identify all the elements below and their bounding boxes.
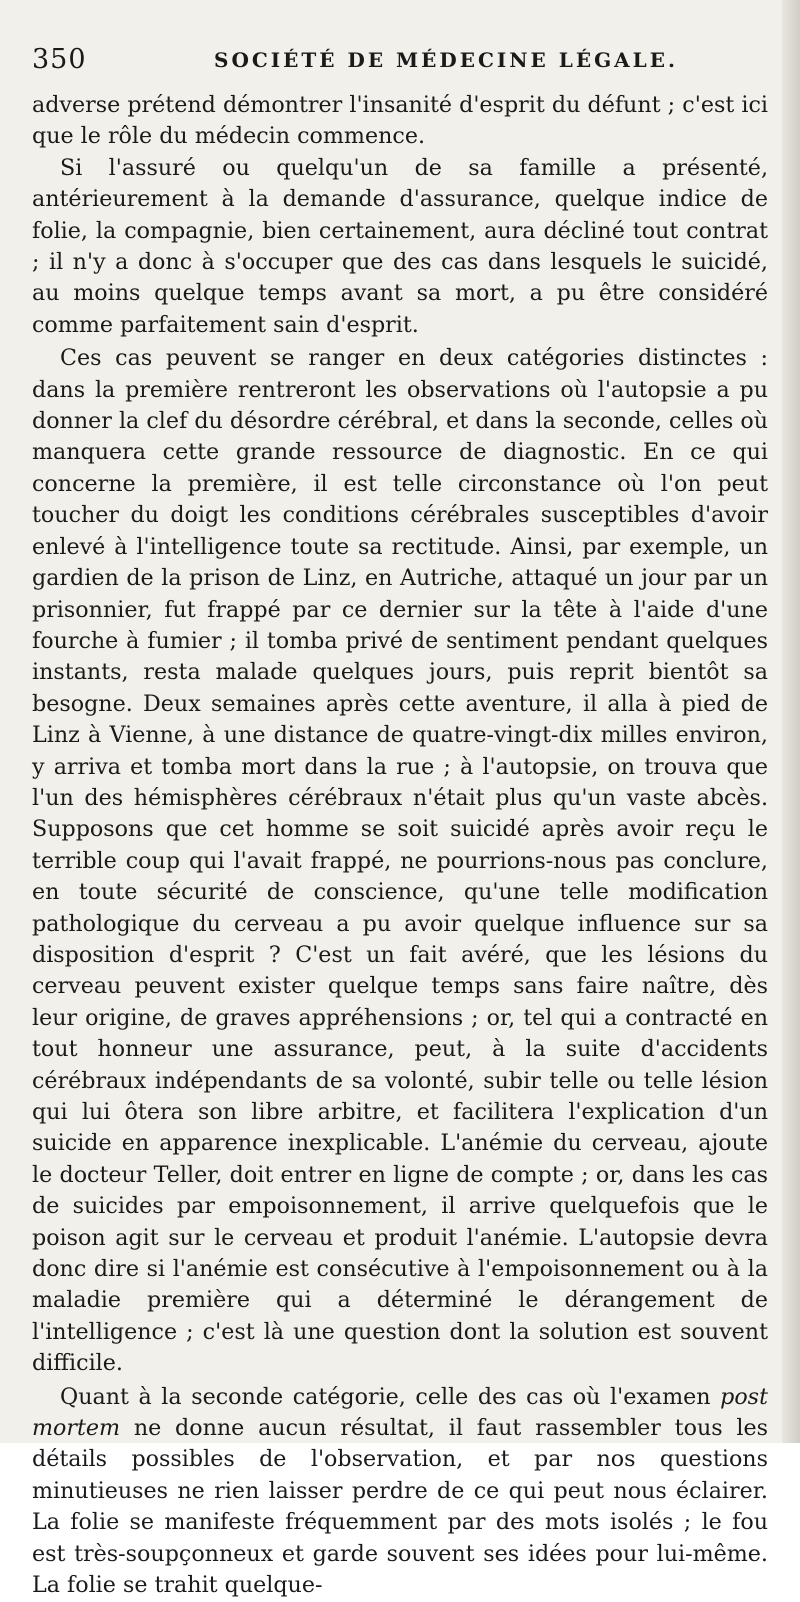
italic-term: post mortem — [32, 1383, 768, 1442]
page-number: 350 — [32, 44, 87, 75]
body-text — [32, 90, 768, 1602]
paragraph-text: ne donne aucun résultat, il faut rassembler tous les détails possibles de l'observation, et par nos questions minutieuses ne rien laisser perdre de ce qui peut nous éclairer. La folie se manifeste fréquemment par des mots isolés ; le fou est très-soupçonneux et garde souvent ses idées pour lui-même. La folie se trahit quelque- — [32, 1415, 768, 1599]
paragraph-continued: adverse prétend démontrer l'insanité d'esprit du défunt ; c'est ici que le rôle du médecin commence. — [32, 92, 768, 150]
paragraph: Si l'assuré ou quelqu'un de sa famille a présenté, antérieurement à la demande d'assurance, quelque indice de folie, la compagnie, bien certainement, aura décliné tout contrat ; il n'y a donc à s'occuper que des cas dans lesquels le suicidé, au moins quelque temps avant sa mort, a pu être considéré comme parfaitement sain d'esprit. — [32, 154, 768, 338]
page-edge-shadow — [782, 0, 800, 1443]
paragraph — [32, 1382, 768, 1602]
paragraph-text: Quant à la seconde catégorie, celle des cas où l'examen — [60, 1383, 721, 1410]
paragraph: Ces cas peuvent se ranger en deux catégories distinctes : dans la première rentreront les observations où l'autopsie a pu donner la clef du désordre cérébral, et dans la seconde, celles où manquera cette grande ressource de diagnostic. En ce qui concerne la première, il est telle circonstance où l'on peut toucher du doigt les conditions cérébrales susceptibles d'avoir enlevé à l'intelligence toute sa rectitude. Ainsi, par exemple, un gardien de la prison de Linz, en Autriche, attaqué un jour par un prisonnier, fut frappé par ce dernier sur la tête à l'aide d'une fourche à fumier ; il tomba privé de sentiment pendant quelques instants, resta malade quelques jours, puis reprit bientôt sa besogne. Deux semaines après cette aventure, il alla à pied de Linz à Vienne, à une distance de quatre-vingt-dix milles environ, y arriva et tomba mort dans la rue ; à l'autopsie, on trouva que l'un des hémisphères cérébraux n'était plus qu'un vaste abcès. Supposons que cet homme se soit suicidé après avoir reçu le terrible coup qui l'avait frappé, ne pourrions-nous pas conclure, en toute sécurité de conscience, qu'une telle modification pathologique du cerveau a pu avoir quelque influence sur sa disposition d'esprit ? C'est un fait avéré, que les lésions du cerveau peuvent exister quelque temps sans faire naître, dès leur origine, de graves appréhensions ; or, tel qui a contracté en tout honneur une assurance, peut, à la suite d'accidents cérébraux indépendants de sa volonté, subir telle ou telle lésion qui lui ôtera son libre arbitre, et facilitera l'explication d'un suicide en apparence inexplicable. L'anémie du cerveau, ajoute le docteur Teller, doit entrer en ligne de compte ; or, dans les cas de suicides par empoisonnement, il arrive quelquefois que le poison agit sur le cerveau et produit l'anémie. L'autopsie devra donc dire si l'anémie est consécutive à l'empoisonnement ou à la maladie première qui a déterminé le dérangement de l'intelligence ; c'est là une question dont la solution est souvent difficile. — [32, 345, 768, 1377]
page-header — [32, 40, 772, 80]
running-title: SOCIÉTÉ DE MÉDECINE LÉGALE. — [214, 48, 678, 72]
